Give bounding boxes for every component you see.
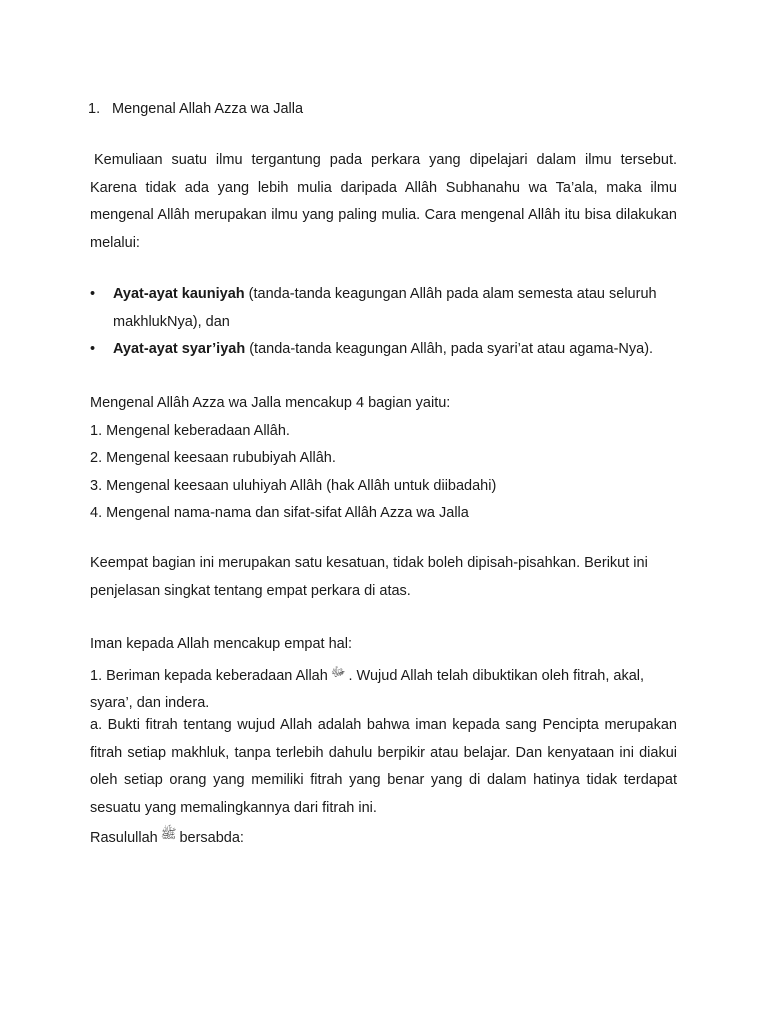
bullet-icon: • (90, 286, 96, 302)
heading-title: Mengenal Allah Azza wa Jalla (112, 101, 304, 117)
scope-item: 4. Mengenal nama-nama dan sifat-sifat Allâh Azza wa Jalla (90, 505, 469, 521)
scope-intro: Mengenal Allâh Azza wa Jalla mencakup 4 bagian yaitu: (90, 395, 451, 411)
keempat-line: Keempat bagian ini merupakan satu kesatuan, tidak boleh dipisah-pisahkan. Berikut ini (90, 555, 648, 571)
rasul-line (90, 821, 244, 853)
scope-item: 2. Mengenal keesaan rububiyah Allâh. (90, 450, 336, 466)
bullet-item-syariyah (90, 336, 680, 364)
bullet-list (90, 281, 680, 364)
bullet-description: (tanda-tanda keagungan Allâh, pada syari’at atau agama-Nya). (245, 341, 654, 357)
bullet-description: (tanda-tanda keagungan Allâh pada alam semesta atau seluruh makhlukNya), dan (113, 286, 657, 330)
heading-number: 1. (88, 101, 101, 117)
bukti-paragraph: a. Bukti fitrah tentang wujud Allah adalah bahwa iman kepada sang Pencipta merupakan fitrah setiap makhluk, tanpa terlebih dahulu berpikir atau belajar. Dan kenyataan ini diakui oleh setiap orang yang memiliki fitrah yang benar yang di dalam hatinya tidak terdapat sesuatu yang memalingkannya dari fitrah ini. (90, 717, 677, 816)
section-heading (88, 100, 688, 118)
bullet-item-kauniyah (90, 281, 680, 336)
iman-point-1-line2: syara’, dan indera. (90, 695, 210, 711)
iman-point-1-text-cont: . Wujud Allah telah dibuktikan oleh fitrah, akal, (348, 667, 645, 684)
iman-point-1-text: 1. Beriman kepada keberadaan Allah (90, 667, 328, 684)
keempat-line: penjelasan singkat tentang empat perkara di atas. (90, 582, 411, 599)
scope-item: 3. Mengenal keesaan uluhiyah Allâh (hak Allâh untuk diibadahi) (90, 477, 497, 494)
salawat-icon: ﷺ (160, 827, 177, 842)
keempat-paragraph (90, 550, 690, 605)
jalla-jalaluh-icon: ﷻ (330, 664, 346, 680)
scope-section (90, 390, 690, 528)
iman-point-1 (90, 659, 690, 691)
scope-item: 1. Mengenal keberadaan Allâh. (90, 422, 290, 439)
iman-section (90, 631, 690, 718)
rasul-text: Rasulullah (90, 830, 158, 846)
bullet-term: Ayat-ayat kauniyah (113, 286, 245, 302)
bullet-icon: • (90, 341, 96, 357)
intro-paragraph: Kemuliaan suatu ilmu tergantung pada perkara yang dipelajari dalam ilmu tersebut. Karena tidak ada yang lebih mulia daripada Allâh Subhanahu wa Ta’ala, maka ilmu mengenal Allâh merupakan ilmu yang paling mulia. Cara mengenal Allâh itu bisa dilakukan melalui: (90, 152, 677, 251)
rasul-text-after: bersabda: (179, 830, 244, 846)
iman-intro: Iman kepada Allah mencakup empat hal: (90, 636, 352, 652)
bullet-term: Ayat-ayat syar’iyah (113, 341, 246, 357)
